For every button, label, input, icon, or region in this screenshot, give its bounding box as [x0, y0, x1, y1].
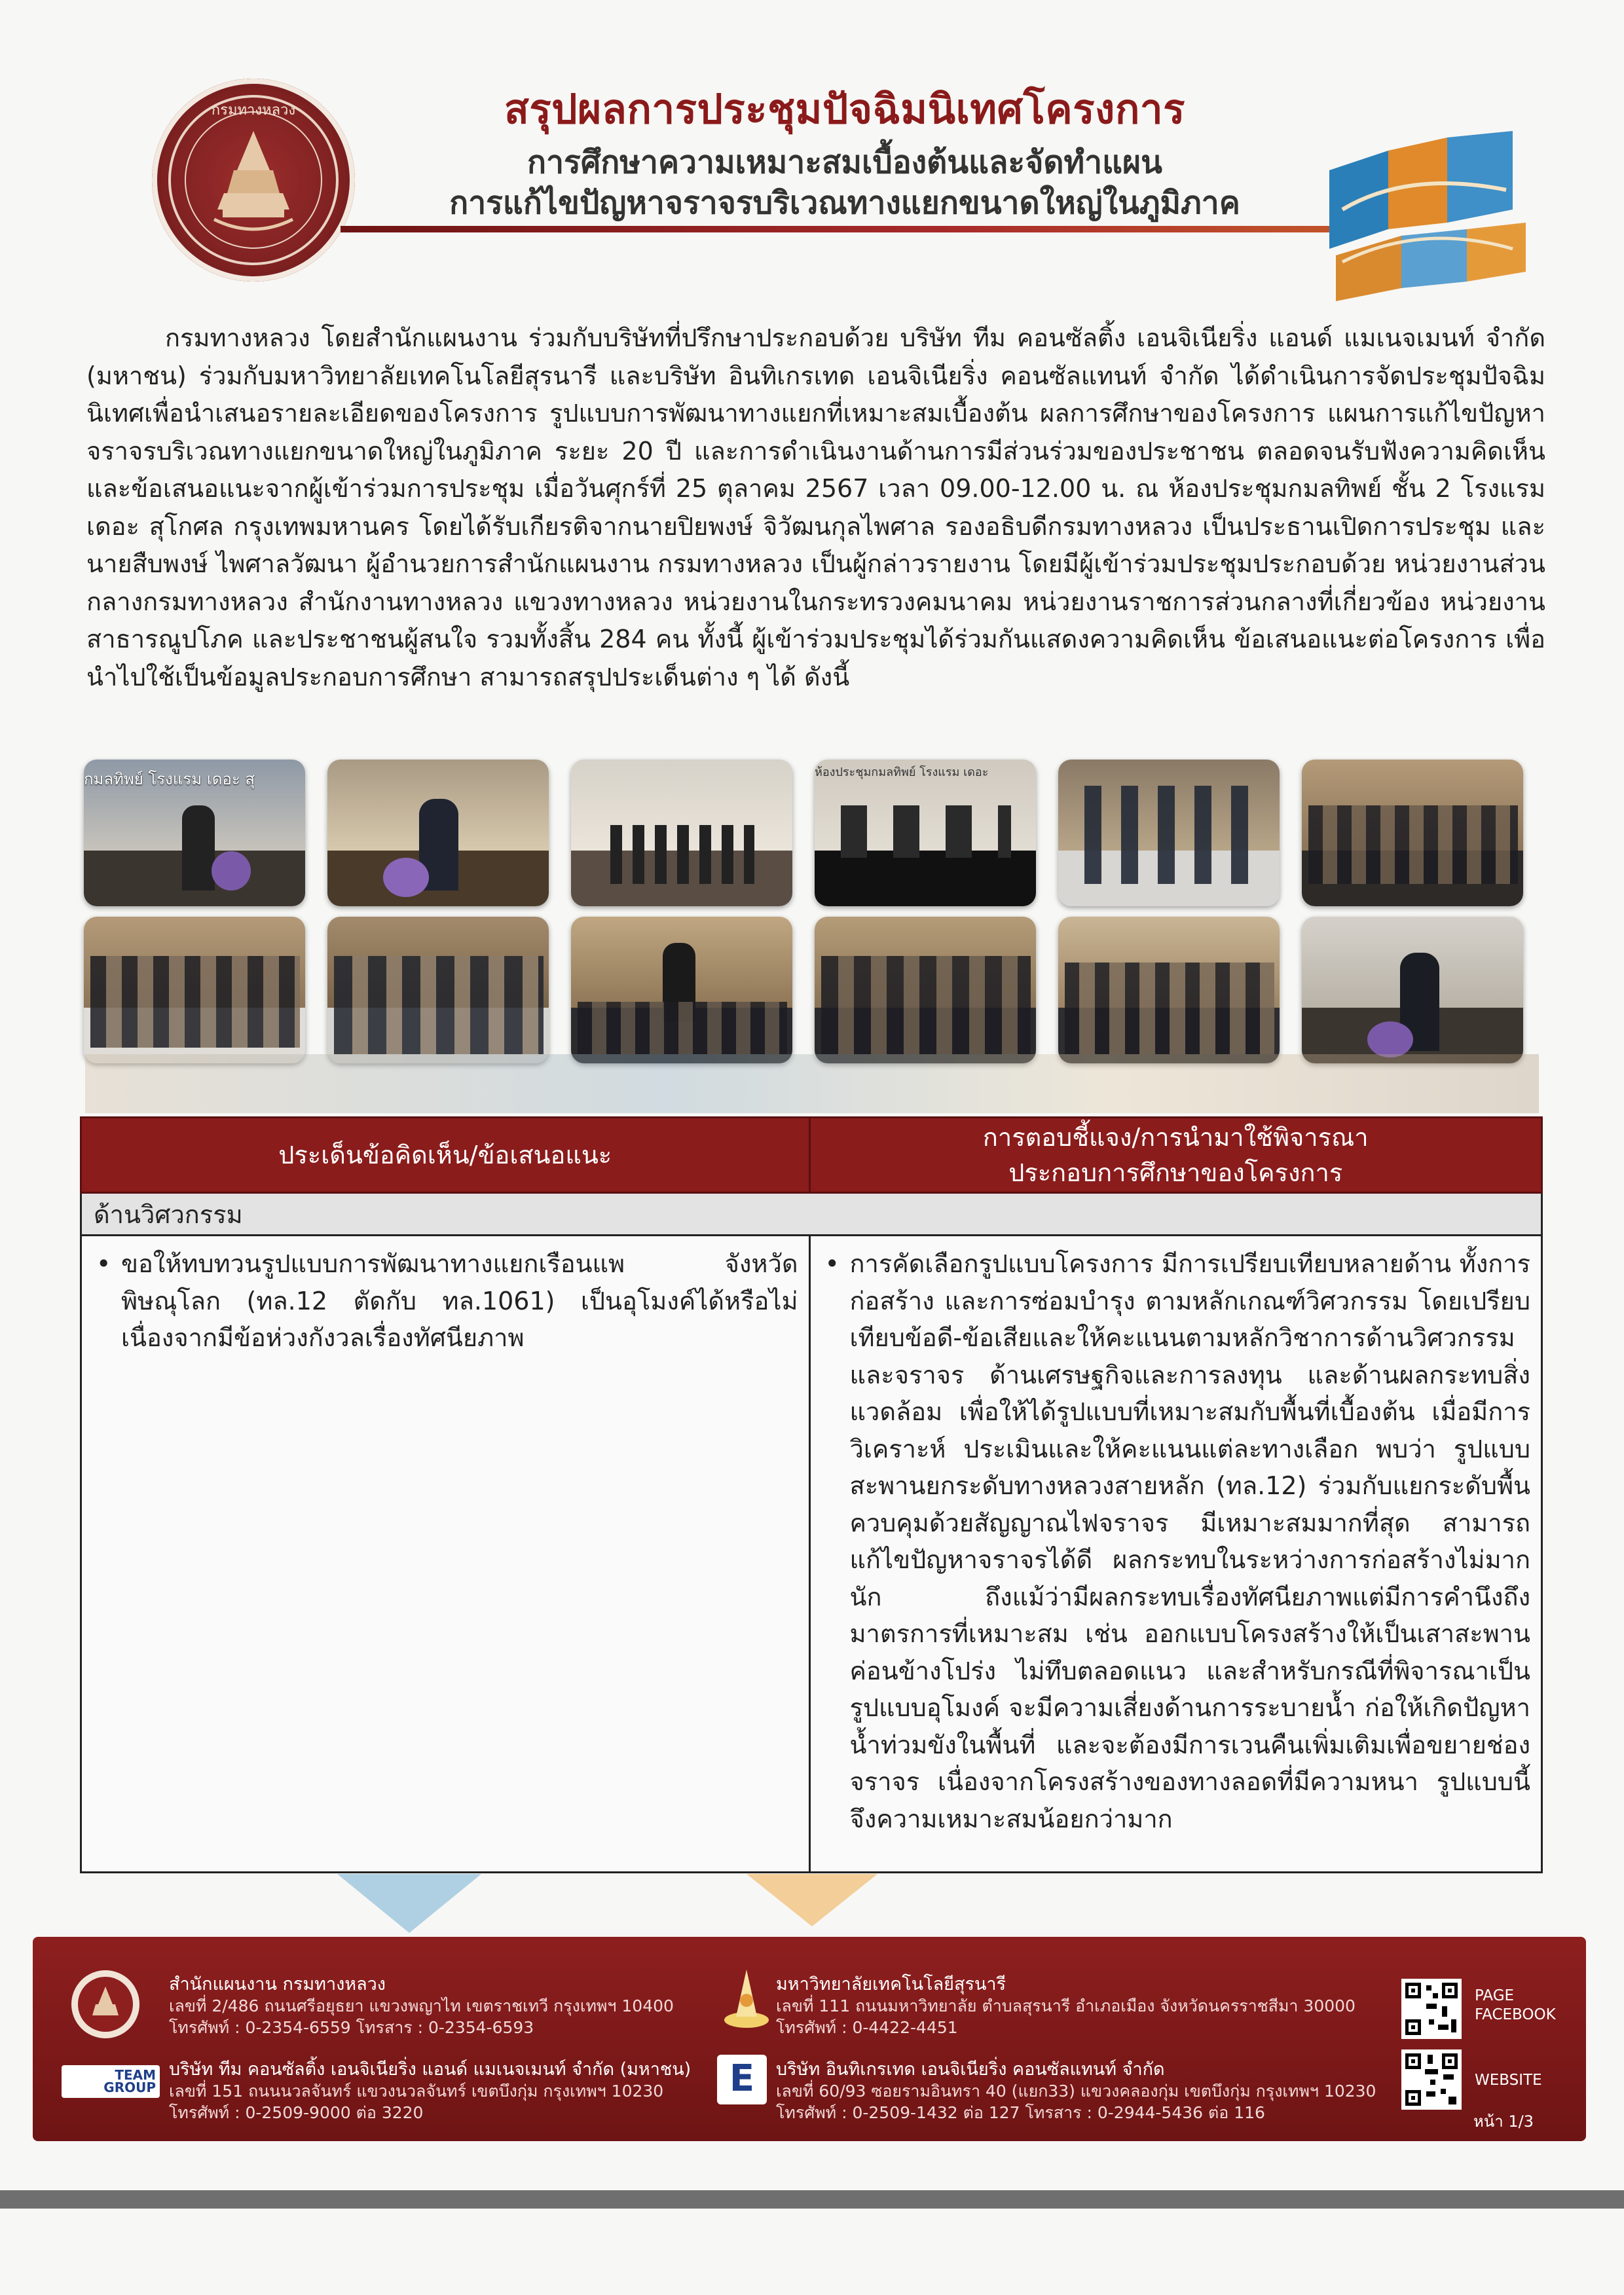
category-engineering: ด้านวิศวกรรม	[81, 1193, 1542, 1236]
sut-emblem-icon	[720, 1964, 773, 2030]
facebook-qr-code[interactable]	[1401, 1979, 1462, 2039]
footer-org-doh-phone: โทรศัพท์ : 0-2354-6559 โทรสาร : 0-2354-6593	[169, 2018, 534, 2037]
table-header-row	[81, 1118, 1542, 1193]
footer-org-iec-address: เลขที่ 60/93 ซอยรามอินทรา 40 (แยก33) แขวงคลองกุ่ม เขตบึงกุ่ม กรุงเทพฯ 10230	[776, 2082, 1376, 2101]
doh-seal-icon	[69, 1968, 141, 2040]
footer-org-team-name: บริษัท ทีม คอนซัลติ้ง เอนจิเนียริ่ง แอนด์ แมเนจเมนท์ จำกัด (มหาชน)	[169, 2059, 692, 2080]
decorative-background-strip	[85, 1054, 1539, 1113]
footer-org-doh-address: เลขที่ 2/486 ถนนศรีอยุธยา แขวงพญาไท เขตราชเทวี กรุงเทพฯ 10400	[169, 1996, 674, 2015]
website-qr-code[interactable]	[1401, 2049, 1462, 2110]
column-header-responses-line1: การตอบชี้แจง/การนำมาใช้พิจารณา	[982, 1123, 1369, 1152]
footer-org-doh	[169, 1974, 674, 2038]
interchange-collage-image	[1316, 131, 1532, 301]
comments-response-table	[80, 1116, 1543, 1873]
comment-text: • ขอให้ทบทวนรูปแบบการพัฒนาทางแยกเรือนแพ จังหวัดพิษณุโลก (ทล.12 ตัดกับ ทล.1061) เป็นอุโมงค์ได้หรือไม่ เนื่องจากมีข้อห่วงกังวลเรื่องทัศนียภาพ	[92, 1245, 798, 1357]
decorative-triangle-blue	[337, 1874, 481, 1933]
footer-org-sut-phone: โทรศัพท์ : 0-4422-4451	[776, 2018, 958, 2037]
meeting-photo-grid	[84, 760, 1524, 1067]
team-group-logo-text: TEAM GROUP	[103, 2067, 156, 2095]
qr-code-icon	[1401, 1979, 1462, 2039]
photo-audience-5	[1058, 917, 1280, 1063]
footer-org-iec-name: บริษัท อินทิเกรเทด เอนจิเนียริ่ง คอนซัลแทนท์ จำกัด	[776, 2059, 1165, 2080]
iec-logo-letter: E	[729, 2057, 755, 2100]
footer-org-team-phone: โทรศัพท์ : 0-2509-9000 ต่อ 3220	[169, 2103, 424, 2122]
qr-label-facebook	[1475, 1987, 1556, 2025]
photo-audience-2	[84, 917, 305, 1063]
footer-org-team-address: เลขที่ 151 ถนนนวลจันทร์ แขวงนวลจันทร์ เขตบึงกุ่ม กรุงเทพฯ 10230	[169, 2082, 664, 2101]
photo-audience-speaker	[571, 917, 792, 1063]
photo-head-table	[815, 760, 1036, 906]
team-group-logo	[62, 2065, 160, 2098]
qr-code-icon	[1401, 2049, 1462, 2110]
footer-org-iec	[776, 2059, 1376, 2123]
footer-org-doh-name: สำนักแผนงาน กรมทางหลวง	[169, 1974, 386, 1994]
bottom-edge-bar	[0, 2190, 1624, 2209]
qr-label-fb: FACEBOOK	[1475, 2006, 1556, 2023]
title-divider	[341, 226, 1342, 232]
footer-org-sut-address: เลขที่ 111 ถนนมหาวิทยาลัย ตำบลสุรนารี อำเภอเมือง จังหวัดนครราชสีมา 30000	[776, 1996, 1356, 2015]
footer-org-sut-name: มหาวิทยาลัยเทคโนโลยีสุรนารี	[776, 1974, 1006, 1994]
photo-podium-speaker-3	[1302, 917, 1523, 1063]
page-number: หน้า 1/3	[1473, 2112, 1534, 2131]
photo-group-stage	[571, 760, 792, 906]
subtitle-line-2: การแก้ไขปัญหาจราจรบริเวณทางแยกขนาดใหญ่ในภูมิภาค	[449, 185, 1240, 221]
page-title: สรุปผลการประชุมปัจฉิมนิเทศโครงการ	[504, 85, 1185, 133]
decorative-triangle-orange	[747, 1874, 877, 1926]
footer-contact-bar	[33, 1937, 1586, 2141]
table-row	[81, 1236, 1542, 1873]
comment-cell	[81, 1236, 810, 1873]
photo-caption: ห้องประชุมกมลทิพย์ โรงแรม เดอะ	[815, 765, 989, 779]
response-text: • การคัดเลือกรูปแบบโครงการ มีการเปรียบเทียบหลายด้าน ทั้งการก่อสร้าง และการซ่อมบำรุง ตามหลักเกณฑ์วิศวกรรม โดยเปรียบเทียบข้อดี-ข้อเสียและให้คะแนนตามหลักวิชาการด้านวิศวกรรมและจราจร ด้านเศรษฐกิจและการลงทุน และด้านผลกระทบสิ่งแวดล้อม เพื่อให้ได้รูปแบบที่เหมาะสมกับพื้นที่เบื้องต้น เมื่อมีการวิเคราะห์ ประเมินและให้คะแนนแต่ละทางเลือก พบว่า รูปแบบสะพานยกระดับทางหลวงสายหลัก (ทล.12) ร่วมกับแยกระดับพื้นควบคุมด้วยสัญญาณไฟจราจร มีเหมาะสมมากที่สุด สามารถแก้ไขปัญหาจราจรได้ดี ผลกระทบในระหว่างการก่อสร้างไม่มากนัก ถึงแม้ว่ามีผลกระทบเรื่องทัศนียภาพแต่มีการคำนึงถึงมาตรการที่เหมาะสม เช่น ออกแบบโครงสร้างให้เป็นเสาสะพานค่อนข้างโปร่ง ไม่ทึบตลอดแนว และสำหรับกรณีที่พิจารณาเป็นรูปแบบอุโมงค์ จะมีความเสี่ยงด้านการระบายน้ำ ก่อให้เกิดปัญหาน้ำท่วมขังในพื้นที่ และจะต้องมีการเวนคืนเพิ่มเติมเพื่อขยายช่องจราจร เนื่องจากโครงสร้างของทางลอดที่มีความหนา รูปแบบนี้จึงความเหมาะสมน้อยกว่ามาก	[821, 1245, 1531, 1837]
column-header-comments: ประเด็นข้อคิดเห็น/ข้อเสนอแนะ	[81, 1118, 810, 1193]
table-category-row	[81, 1193, 1542, 1236]
column-header-responses	[809, 1118, 1542, 1193]
response-cell	[809, 1236, 1542, 1873]
qr-label-website: WEBSITE	[1475, 2072, 1542, 2089]
intro-paragraph	[86, 320, 1545, 696]
photo-audience-3	[327, 917, 549, 1063]
photo-podium-speaker-1	[84, 760, 305, 906]
column-header-responses-line2: ประกอบการศึกษาของโครงการ	[1008, 1158, 1343, 1187]
photo-registration	[1058, 760, 1280, 906]
footer-org-iec-phone: โทรศัพท์ : 0-2509-1432 ต่อ 127 โทรสาร : 0-2944-5436 ต่อ 116	[776, 2103, 1265, 2122]
iec-logo	[717, 2055, 767, 2104]
photo-podium-speaker-2	[327, 760, 549, 906]
footer-org-team	[169, 2059, 691, 2123]
photo-caption: กมลทิพย์ โรงแรม เดอะ สุ	[84, 770, 255, 788]
seal-text: กรมทางหลวง	[211, 102, 296, 119]
footer-org-sut	[776, 1974, 1356, 2038]
intro-text: กรมทางหลวง โดยสำนักแผนงาน ร่วมกับบริษัทที่ปรึกษาประกอบด้วย บริษัท ทีม คอนซัลติ้ง เอนจิเนียริ่ง แอนด์ แมเนจเมนท์ จำกัด (มหาชน) ร่วมกับมหาวิทยาลัยเทคโนโลยีสุรนารี และบริษัท อินทิเกรเทด เอนจิเนียริ่ง คอนซัลแทนท์ จำกัด ได้ดำเนินการจัดประชุมปัจฉิมนิเทศเพื่อนำเสนอรายละเอียดของโครงการ รูปแบบการพัฒนาทางแยกที่เหมาะสมเบื้องต้น ผลการศึกษาของโครงการ แผนการแก้ไขปัญหาจราจรบริเวณทางแยกขนาดใหญ่ในภูมิภาค ระยะ 20 ปี และการดำเนินงานด้านการมีส่วนร่วมของประชาชน ตลอดจนรับฟังความคิดเห็นและข้อเสนอแนะจากผู้เข้าร่วมการประชุม เมื่อวันศุกร์ที่ 25 ตุลาคม 2567 เวลา 09.00-12.00 น. ณ ห้องประชุมกมลทิพย์ ชั้น 2 โรงแรม เดอะ สุโกศล กรุงเทพมหานคร โดยได้รับเกียรติจากนายปิยพงษ์ จิวัฒนกุลไพศาล รองอธิบดีกรมทางหลวง เป็นประธานเปิดการประชุม และนายสืบพงษ์ ไพศาลวัฒนา ผู้อำนวยการสำนักแผนงาน กรมทางหลวง เป็นผู้กล่าวรายงาน โดยมีผู้เข้าร่วมประชุมประกอบด้วย หน่วยงานส่วนกลางกรมทางหลวง สำนักงานทางหลวง แขวงทางหลวง หน่วยงานในกระทรวงคมนาคม หน่วยงานราชการส่วนกลางที่เกี่ยวข้อง หน่วยงานสาธารณูปโภค และประชาชนผู้สนใจ รวมทั้งสิ้น 284 คน ทั้งนี้ ผู้เข้าร่วมประชุมได้ร่วมกันแสดงความคิดเห็น ข้อเสนอแนะต่อโครงการ เพื่อนำไปใช้เป็นข้อมูลประกอบการศึกษา สามารถสรุปประเด็นต่าง ๆ ได้ ดังนี้	[86, 323, 1545, 691]
department-of-highways-seal	[152, 79, 355, 282]
subtitle-line-1: การศึกษาความเหมาะสมเบื้องต้นและจัดทำแผน	[527, 144, 1162, 181]
photo-audience-1	[1302, 760, 1523, 906]
qr-label-page: PAGE	[1475, 1987, 1515, 2004]
photo-audience-4	[815, 917, 1036, 1063]
